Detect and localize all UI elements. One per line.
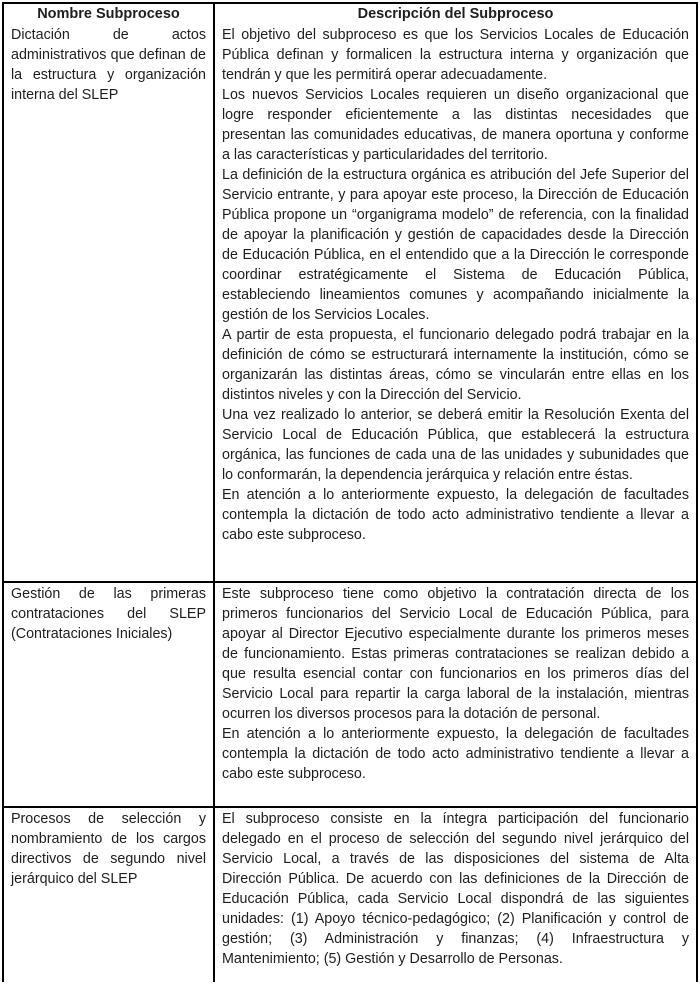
descripcion-paragraph: El objetivo del subproceso es que los Servicios Locales de Educación Pública definan y formalicen la estructura interna y organización que tendrán y que les permitirá operar adecuadamente.: [222, 27, 689, 83]
cell-descripcion-subproceso: [215, 808, 696, 982]
descripcion-paragraph: En atención a lo anteriormente expuesto, la delegación de facultades contempla la dictación de todo acto administrativo tendiente a llevar a cabo este subproceso.: [222, 487, 689, 543]
cell-nombre-subproceso: [4, 24, 215, 581]
descripcion-paragraph: La definición de la estructura orgánica es atribución del Jefe Superior del Servicio entrante, y para apoyar este proceso, la Dirección de Educación Pública propone un “organigrama modelo” de referencia, con la finalidad de apoyar la planificación y gestión de capacidades desde la Dirección de Educación Pública, en el entendido que a la Dirección le corresponde coordinar estratégicamente el Sistema de Educación Pública, estableciendo lineamientos comunes y acompañando inicialmente la gestión de los Servicios Locales.: [222, 167, 689, 323]
table-header-row: [4, 4, 696, 24]
cell-descripcion-subproceso: [215, 24, 696, 581]
descripcion-paragraph: A partir de esta propuesta, el funcionario delegado podrá trabajar en la definición de cómo se estructurará internamente la institución, cómo se organizarán las distintas áreas, cómo se vincularán entre ellas en los distintos niveles y con la Dirección del Servicio.: [222, 327, 689, 403]
subprocess-table: [2, 2, 698, 982]
descripcion-paragraph: Este subproceso tiene como objetivo la contratación directa de los primeros funcionarios del Servicio Local de Educación Pública, para apoyar al Director Ejecutivo especialmente durante los primeros meses de funcionamiento. Estas primeras contrataciones se realizan debido a que resulta esencial contar con funcionarios en los primeros días del Servicio Local para repartir la carga laboral de la instalación, mientras ocurren los diversos procesos para la dotación de personal.: [222, 586, 689, 722]
nombre-text: Gestión de las primeras contrataciones del SLEP (Contrataciones Iniciales): [11, 586, 206, 642]
cell-nombre-subproceso: [4, 808, 215, 982]
nombre-text: Procesos de selección y nombramiento de los cargos directivos de segundo nivel jerárquico del SLEP: [11, 811, 206, 887]
column-header-descripcion-subproceso: Descripción del Subproceso: [357, 6, 554, 22]
descripcion-paragraph: El subproceso consiste en la íntegra participación del funcionario delegado en el proceso de selección del segundo nivel jerárquico del Servicio Local, a través de las disposiciones del sistema de Alta Dirección Pública. De acuerdo con las definiciones de la Dirección de Educación Pública, cada Servicio Local dispondrá de las siguientes unidades: (1) Apoyo técnico-pedagógico; (2) Planificación y control de gestión; (3) Administración y finanzas; (4) Infraestructura y Mantenimiento; (5) Gestión y Desarrollo de Personas.: [222, 811, 689, 967]
descripcion-paragraph: Los nuevos Servicios Locales requieren un diseño organizacional que logre responder eficientemente a las distintas necesidades que presentan las comunidades educativas, de manera oportuna y conforme a las características y particularidades del territorio.: [222, 87, 689, 163]
table-row: [4, 806, 696, 982]
table-row: [4, 581, 696, 806]
descripcion-paragraph: En atención a lo anteriormente expuesto, la delegación de facultades contempla la dictación de todo acto administrativo tendiente a llevar a cabo este subproceso.: [222, 726, 689, 782]
table-body: [4, 24, 696, 982]
table-row: [4, 24, 696, 581]
cell-nombre-subproceso: [4, 583, 215, 806]
cell-descripcion-subproceso: [215, 583, 696, 806]
nombre-text: Dictación de actos administrativos que definan de la estructura y organización interna del SLEP: [11, 27, 206, 103]
descripcion-paragraph: Una vez realizado lo anterior, se deberá emitir la Resolución Exenta del Servicio Local de Educación Pública, que establecerá la estructura orgánica, las funciones de cada una de las unidades y subunidades que lo conformarán, la dependencia jerárquica y relación entre éstas.: [222, 407, 689, 483]
column-header-nombre-subproceso: Nombre Subproceso: [4, 4, 215, 24]
